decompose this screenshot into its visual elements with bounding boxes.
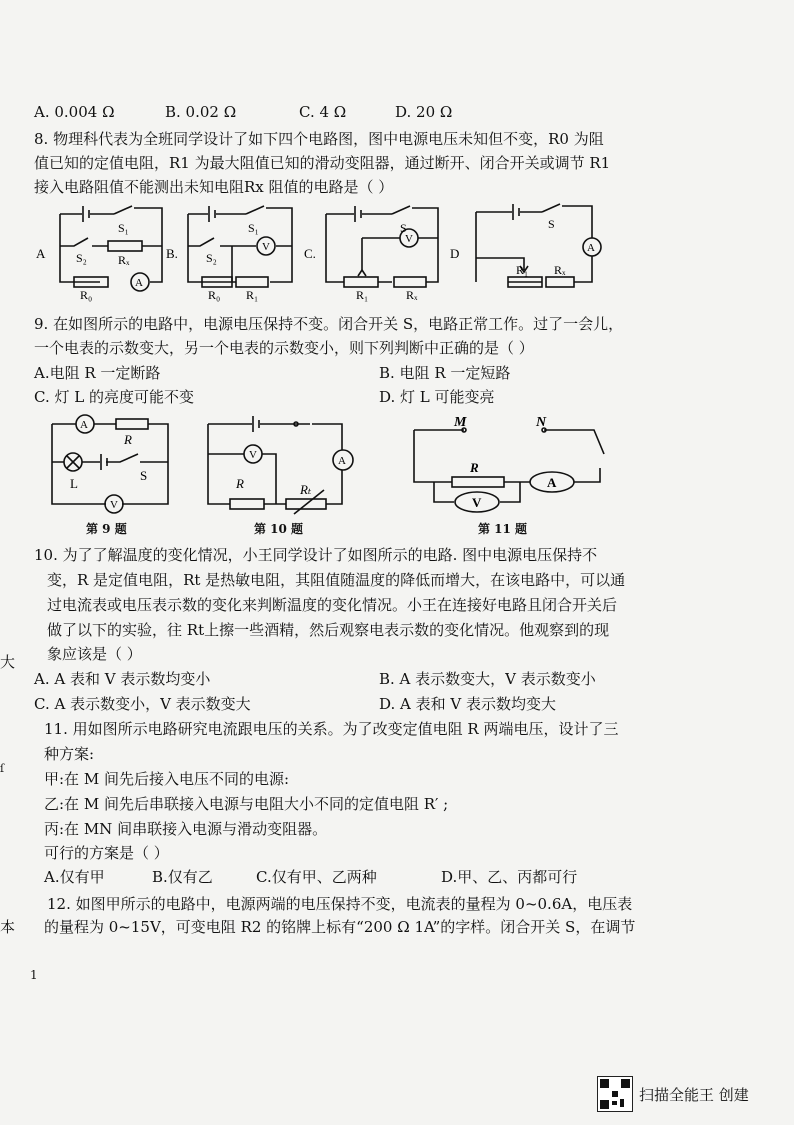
- svg-text:Rₜ: Rₜ: [300, 482, 312, 497]
- q8-label-b: B.: [166, 246, 178, 261]
- q10-option-d: D. A 表和 V 表示数均变大: [379, 695, 556, 713]
- svg-text:M: M: [454, 415, 467, 430]
- svg-text:R₀: R₀: [208, 288, 221, 302]
- svg-text:N: N: [536, 415, 547, 430]
- q11-line-6: 可行的方案是（ ）: [44, 844, 169, 862]
- figure-11: [404, 414, 614, 514]
- q8-circuit-b: [166, 200, 306, 300]
- q9-line-2: 一个电表的示数变大，另一个电表的示数变小，则下列判断中正确的是（ ）: [34, 339, 534, 357]
- q9-option-b: B. 电阻 R 一定短路: [379, 364, 511, 382]
- q11-line-3: 甲:在 M 间先后接入电压不同的电源:: [44, 770, 290, 788]
- svg-text:R: R: [124, 432, 132, 447]
- svg-text:A: A: [80, 419, 88, 431]
- svg-text:V: V: [472, 495, 482, 510]
- q8-line-2: 值已知的定值电阻，R1 为最大阻值已知的滑动变阻器，通过断开、闭合开关或调节 R1: [34, 154, 611, 172]
- svg-text:R: R: [470, 460, 479, 475]
- q10-option-c: C. A 表示数变小，V 表示数变大: [34, 695, 251, 713]
- figure-11-caption: 第 11 题: [478, 522, 528, 536]
- q12-line-1: 12. 如图甲所示的电路中，电源两端的电压保持不变，电流表的量程为 0~0.6A，电压表: [47, 895, 633, 913]
- q8-circuit-a: [30, 200, 170, 300]
- q11-option-d: D.甲、乙、丙都可行: [441, 868, 578, 886]
- q9-option-c: C. 灯 L 的亮度可能不变: [34, 388, 194, 406]
- svg-text:V: V: [262, 241, 270, 253]
- q7-option-d: D. 20 Ω: [395, 103, 453, 121]
- margin-char-1: 大: [0, 653, 16, 671]
- svg-text:A: A: [338, 455, 346, 467]
- svg-text:S: S: [140, 468, 148, 483]
- qr-code-icon: [597, 1076, 633, 1112]
- q9-line-1: 9. 在如图所示的电路中，电源电压保持不变。闭合开关 S，电路正常工作。过了一会儿，: [34, 315, 624, 333]
- q11-option-b: B.仅有乙: [152, 868, 213, 886]
- svg-text:Rₓ: Rₓ: [554, 263, 566, 277]
- svg-text:S₁: S₁: [248, 221, 259, 235]
- q10-line-4: 做了以下的实验，往 Rt上擦一些酒精，然后观察电表示数的变化情况。他观察到的现: [47, 621, 610, 639]
- svg-text:R₁: R₁: [516, 263, 529, 277]
- q11-option-c: C.仅有甲、乙两种: [256, 868, 377, 886]
- q8-line-1: 8. 物理科代表为全班同学设计了如下四个电路图，图中电源电压未知但不变，R0 为阻: [34, 130, 604, 148]
- margin-char-2: ſ: [0, 762, 5, 775]
- figure-9-caption: 第 9 题: [86, 522, 127, 536]
- q8-label-d: D: [450, 246, 460, 261]
- q10-line-5: 象应该是（ ）: [47, 645, 142, 663]
- svg-text:A: A: [135, 277, 143, 289]
- svg-text:R₀: R₀: [80, 288, 93, 302]
- q10-option-a: A. A 表和 V 表示数均变小: [34, 670, 211, 688]
- svg-text:V: V: [405, 233, 413, 245]
- q11-line-4: 乙:在 M 间先后串联接入电源与电阻大小不同的定值电阻 R′ ;: [44, 795, 449, 813]
- q11-line-5: 丙:在 MN 间串联接入电源与滑动变阻器。: [44, 820, 328, 838]
- svg-text:L: L: [70, 476, 78, 491]
- q7-option-b: B. 0.02 Ω: [165, 103, 237, 121]
- q10-line-1: 10. 为了了解温度的变化情况，小王同学设计了如图所示的电路. 图中电源电压保持不: [34, 546, 598, 564]
- svg-text:R: R: [236, 476, 244, 491]
- q7-option-a: A. 0.004 Ω: [34, 103, 115, 121]
- svg-text:A: A: [547, 475, 557, 490]
- q8-circuit-c: [302, 200, 442, 300]
- svg-text:S₂: S₂: [76, 251, 87, 265]
- figure-10-caption: 第 10 题: [254, 522, 304, 536]
- scanner-watermark: 扫描全能王 创建: [639, 1086, 749, 1104]
- svg-text:R₁: R₁: [246, 288, 259, 302]
- svg-text:R₁: R₁: [356, 288, 369, 302]
- q8-label-a: A: [36, 246, 46, 261]
- margin-char-3: 本: [0, 918, 16, 936]
- q7-option-c: C. 4 Ω: [299, 103, 347, 121]
- q8-circuit-d: [446, 200, 606, 300]
- figure-10: [200, 414, 360, 514]
- q10-line-2: 变，R 是定值电阻，Rt 是热敏电阻，其阻值随温度的降低而增大，在该电路中，可以通: [47, 571, 626, 589]
- svg-text:S₁: S₁: [118, 221, 129, 235]
- svg-text:S₂: S₂: [206, 251, 217, 265]
- figure-9: [44, 414, 174, 514]
- q12-line-2: 的量程为 0~15V，可变电阻 R2 的铭牌上标有“200 Ω 1A”的字样。闭合开关 S，在调节: [44, 918, 636, 936]
- svg-text:V: V: [249, 449, 257, 461]
- q11-option-a: A.仅有甲: [44, 868, 105, 886]
- q8-line-3: 接入电路阻值不能测出未知电阻Rx 阻值的电路是（ ）: [34, 178, 394, 196]
- q11-line-2: 种方案:: [44, 745, 95, 763]
- svg-text:A: A: [587, 242, 595, 254]
- page-number: 1: [30, 968, 38, 982]
- q10-option-b: B. A 表示数变大，V 表示数变小: [379, 670, 596, 688]
- svg-text:V: V: [110, 499, 118, 511]
- svg-text:S: S: [548, 217, 555, 231]
- svg-text:Rₓ: Rₓ: [118, 253, 130, 267]
- svg-text:S: S: [400, 221, 407, 235]
- q9-option-d: D. 灯 L 可能变亮: [379, 388, 495, 406]
- q8-label-c: C.: [304, 246, 316, 261]
- svg-text:Rₓ: Rₓ: [406, 288, 418, 302]
- q10-line-3: 过电流表或电压表示数的变化来判断温度的变化情况。小王在连接好电路且闭合开关后: [47, 596, 618, 614]
- q11-line-1: 11. 用如图所示电路研究电流跟电压的关系。为了改变定值电阻 R 两端电压，设计了三: [44, 720, 619, 738]
- q9-option-a: A.电阻 R 一定断路: [34, 364, 161, 382]
